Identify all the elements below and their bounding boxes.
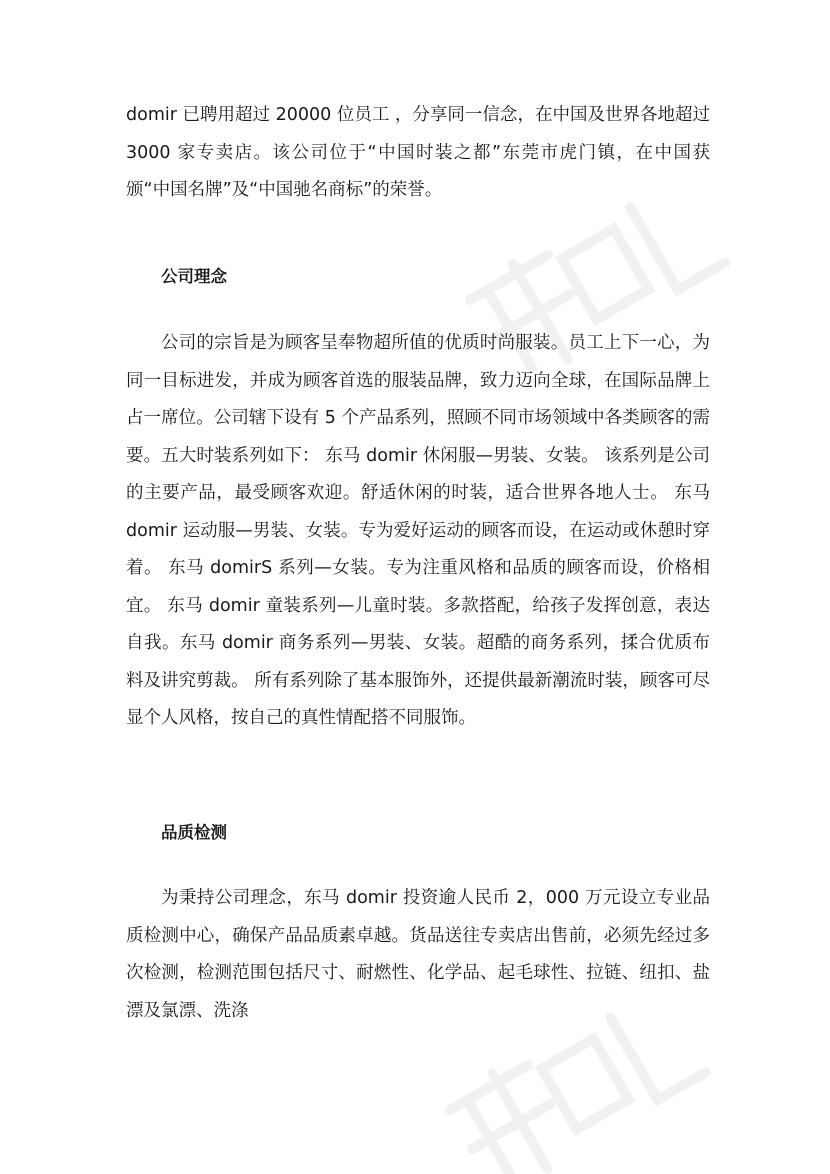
section-heading-philosophy: 公司理念 (161, 267, 227, 286)
section-heading-quality: 品质检测 (161, 823, 227, 842)
quality-paragraph: 为秉持公司理念，东马 domir 投资逾人民币 2，000 万元设立专业品质检测中心，确保产品品质素卓越。货品送往专卖店出售前，必须先经过多次检测，检测范围包括尺寸、耐燃性、化学品、起毛球性、拉链、纽扣、盐漂及氯漂、洗涤 (126, 888, 710, 1021)
intro-paragraph: domir 已聘用超过 20000 位员工 ，分享同一信念，在中国及世界各地超过 3000 家专卖店。该公司位于“中国时装之都”东莞市虎门镇，在中国获颁“中国名牌”及“中国驰名商标”的荣誉。 (126, 105, 710, 200)
philosophy-paragraph: 公司的宗旨是为顾客呈奉物超所值的优质时尚服装。员工上下一心，为同一目标进发，并成为顾客首选的服装品牌，致力迈向全球，在国际品牌上占一席位。公司辖下设有 5 个产品系列，照顾不同市场领域中各类顾客的需要。五大时装系列如下： 东马 domir 休闲服—男装、女装。 该系列是公司的主要产品，最受顾客欢迎。舒适休闲的时装，适合世界各地人士。 东马 domir 运动服—男装、女装。专为爱好运动的顾客而设，在运动或休憩时穿着。 东马 domirS 系列—女装。专为注重风格和品质的顾客而设，价格相宜。 东马 domir 童装系列—儿童时装。多款搭配，给孩子发挥创意，表达自我。东马 domir 商务系列—男装、女装。超酷的商务系列，揉合优质布料及讲究剪裁。 所有系列除了基本服饰外，还提供最新潮流时装，顾客可尽显个人风格，按自己的真性情配搭不同服饰。 (126, 333, 710, 728)
